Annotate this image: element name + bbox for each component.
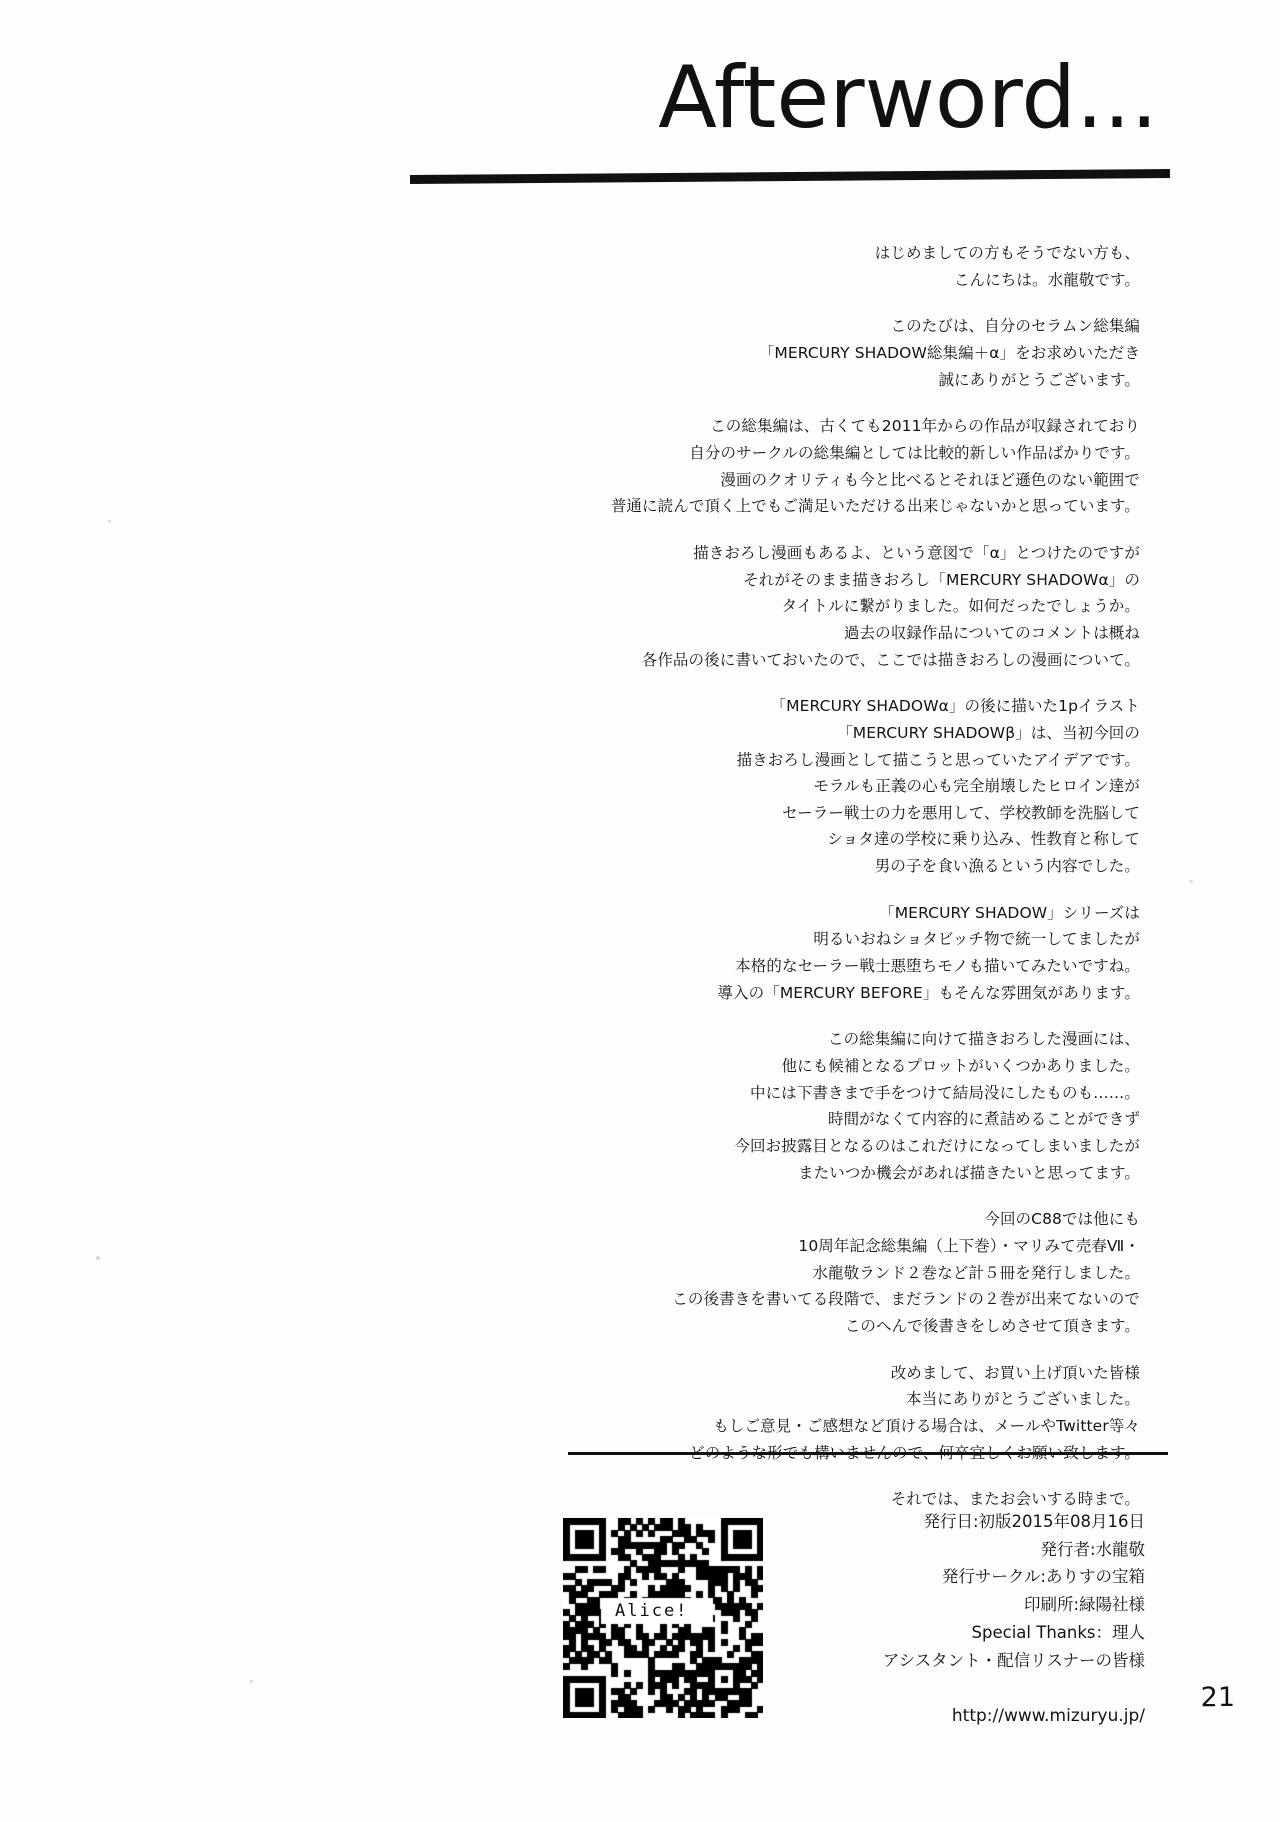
page-number: 21: [1200, 1682, 1235, 1713]
paragraph: 改めまして、お買い上げ頂いた皆様 本当にありがとうございました。 もしご意見・ご感想など頂ける場合は、メールやTwitter等々: [713, 1363, 1140, 1435]
paragraph: 今回のC88では他にも 10周年記念総集編（上下巻）・マリみて売春Ⅶ・ 水龍敬ランド２巻など計５冊を発行しました。 この後書きを書いてる段階で、まだランドの２巻が出来てないので このへんで後書きをしめさせて頂きます。: [672, 1210, 1140, 1335]
colophon-line: 発行者:水龍敬: [1040, 1539, 1145, 1559]
paragraph: このたびは、自分のセラムン総集編 「MERCURY SHADOW総集編＋α」をお求めいただき 誠にありがとうございます。: [758, 317, 1140, 389]
colophon-line: 発行日:初版2015年08月16日: [923, 1512, 1145, 1531]
colophon-line: Special Thanks：理人: [971, 1622, 1145, 1642]
paragraph: 「MERCURY SHADOW」シリーズは 明るいおねショタビッチ物で統一してましたが 本格的なセーラー戦士悪堕ちモノも描いてみたいですね。 導入の「MERCURY BEFORE」もそんな雰囲気があります。: [717, 903, 1140, 1002]
paragraph: 「MERCURY SHADOWα」の後に描いた1pイラスト 「MERCURY SHADOWβ」は、当初今回の 描きおろし漫画として描こうと思っていたアイデアです。 モラルも正義の心も完全崩壊したヒロイン達が セーラー戦士の力を悪用して、学校教師を洗脳して ショタ達の学校に乗り込み、性教育と称して 男の子を食い漁るという内容でした。: [736, 697, 1140, 876]
paper-speck: [250, 1680, 253, 1683]
paragraph: この総集編に向けて描きおろした漫画には、 他にも候補となるプロットがいくつかありました。 中には下書きまで手をつけて結局没にしたものも……。 時間がなくて内容的に煮詰めることができず 今回お披露目となるのはこれだけになってしまいましたが またいつか機会があれば描きたいと思ってます。: [734, 1030, 1140, 1182]
qr-code-label: Alice!: [612, 1600, 691, 1622]
paragraph: それでは、またお会いする時まで。: [890, 1490, 1140, 1509]
paragraph: はじめましての方もそうでない方も、 こんにちは。水龍敬です。: [874, 244, 1140, 289]
paragraph: この総集編は、古くても2011年からの作品が収録されており 自分のサークルの総集編としては比較的新しい作品ばかりです。 漫画のクオリティも今と比べるとそれほど遜色のない範囲で 普通に読んで頂く上でもご満足いただける出来じゃないかと思っています。: [610, 417, 1140, 516]
afterword-body: [540, 240, 1140, 1533]
colophon-line: 印刷所:緑陽社様: [1023, 1595, 1145, 1615]
page-title-block: [430, 48, 1170, 148]
colophon-line: アシスタント・配信リスナーの皆様: [882, 1650, 1145, 1670]
paper-speck: [96, 1256, 100, 1260]
colophon: [625, 1508, 1145, 1674]
page-title: Afterword...: [658, 48, 1158, 148]
paragraph: 描きおろし漫画もあるよ、という意図で「α」とつけたのですが それがそのまま描きおろし「MERCURY SHADOWα」の タイトルに繋がりました。如何だったでしょうか。 過去の収録作品についてのコメントは概ね 各作品の後に書いておいたので、ここでは描きおろしの漫画について。: [641, 543, 1140, 669]
title-underline: [410, 169, 1170, 184]
colophon-divider: [568, 1452, 1168, 1455]
paper-speck: [1190, 880, 1193, 883]
website-url: http://www.mizuryu.jp/: [951, 1706, 1145, 1726]
paper-speck: [108, 520, 111, 523]
colophon-line: 発行サークル:ありすの宝箱: [941, 1567, 1145, 1587]
